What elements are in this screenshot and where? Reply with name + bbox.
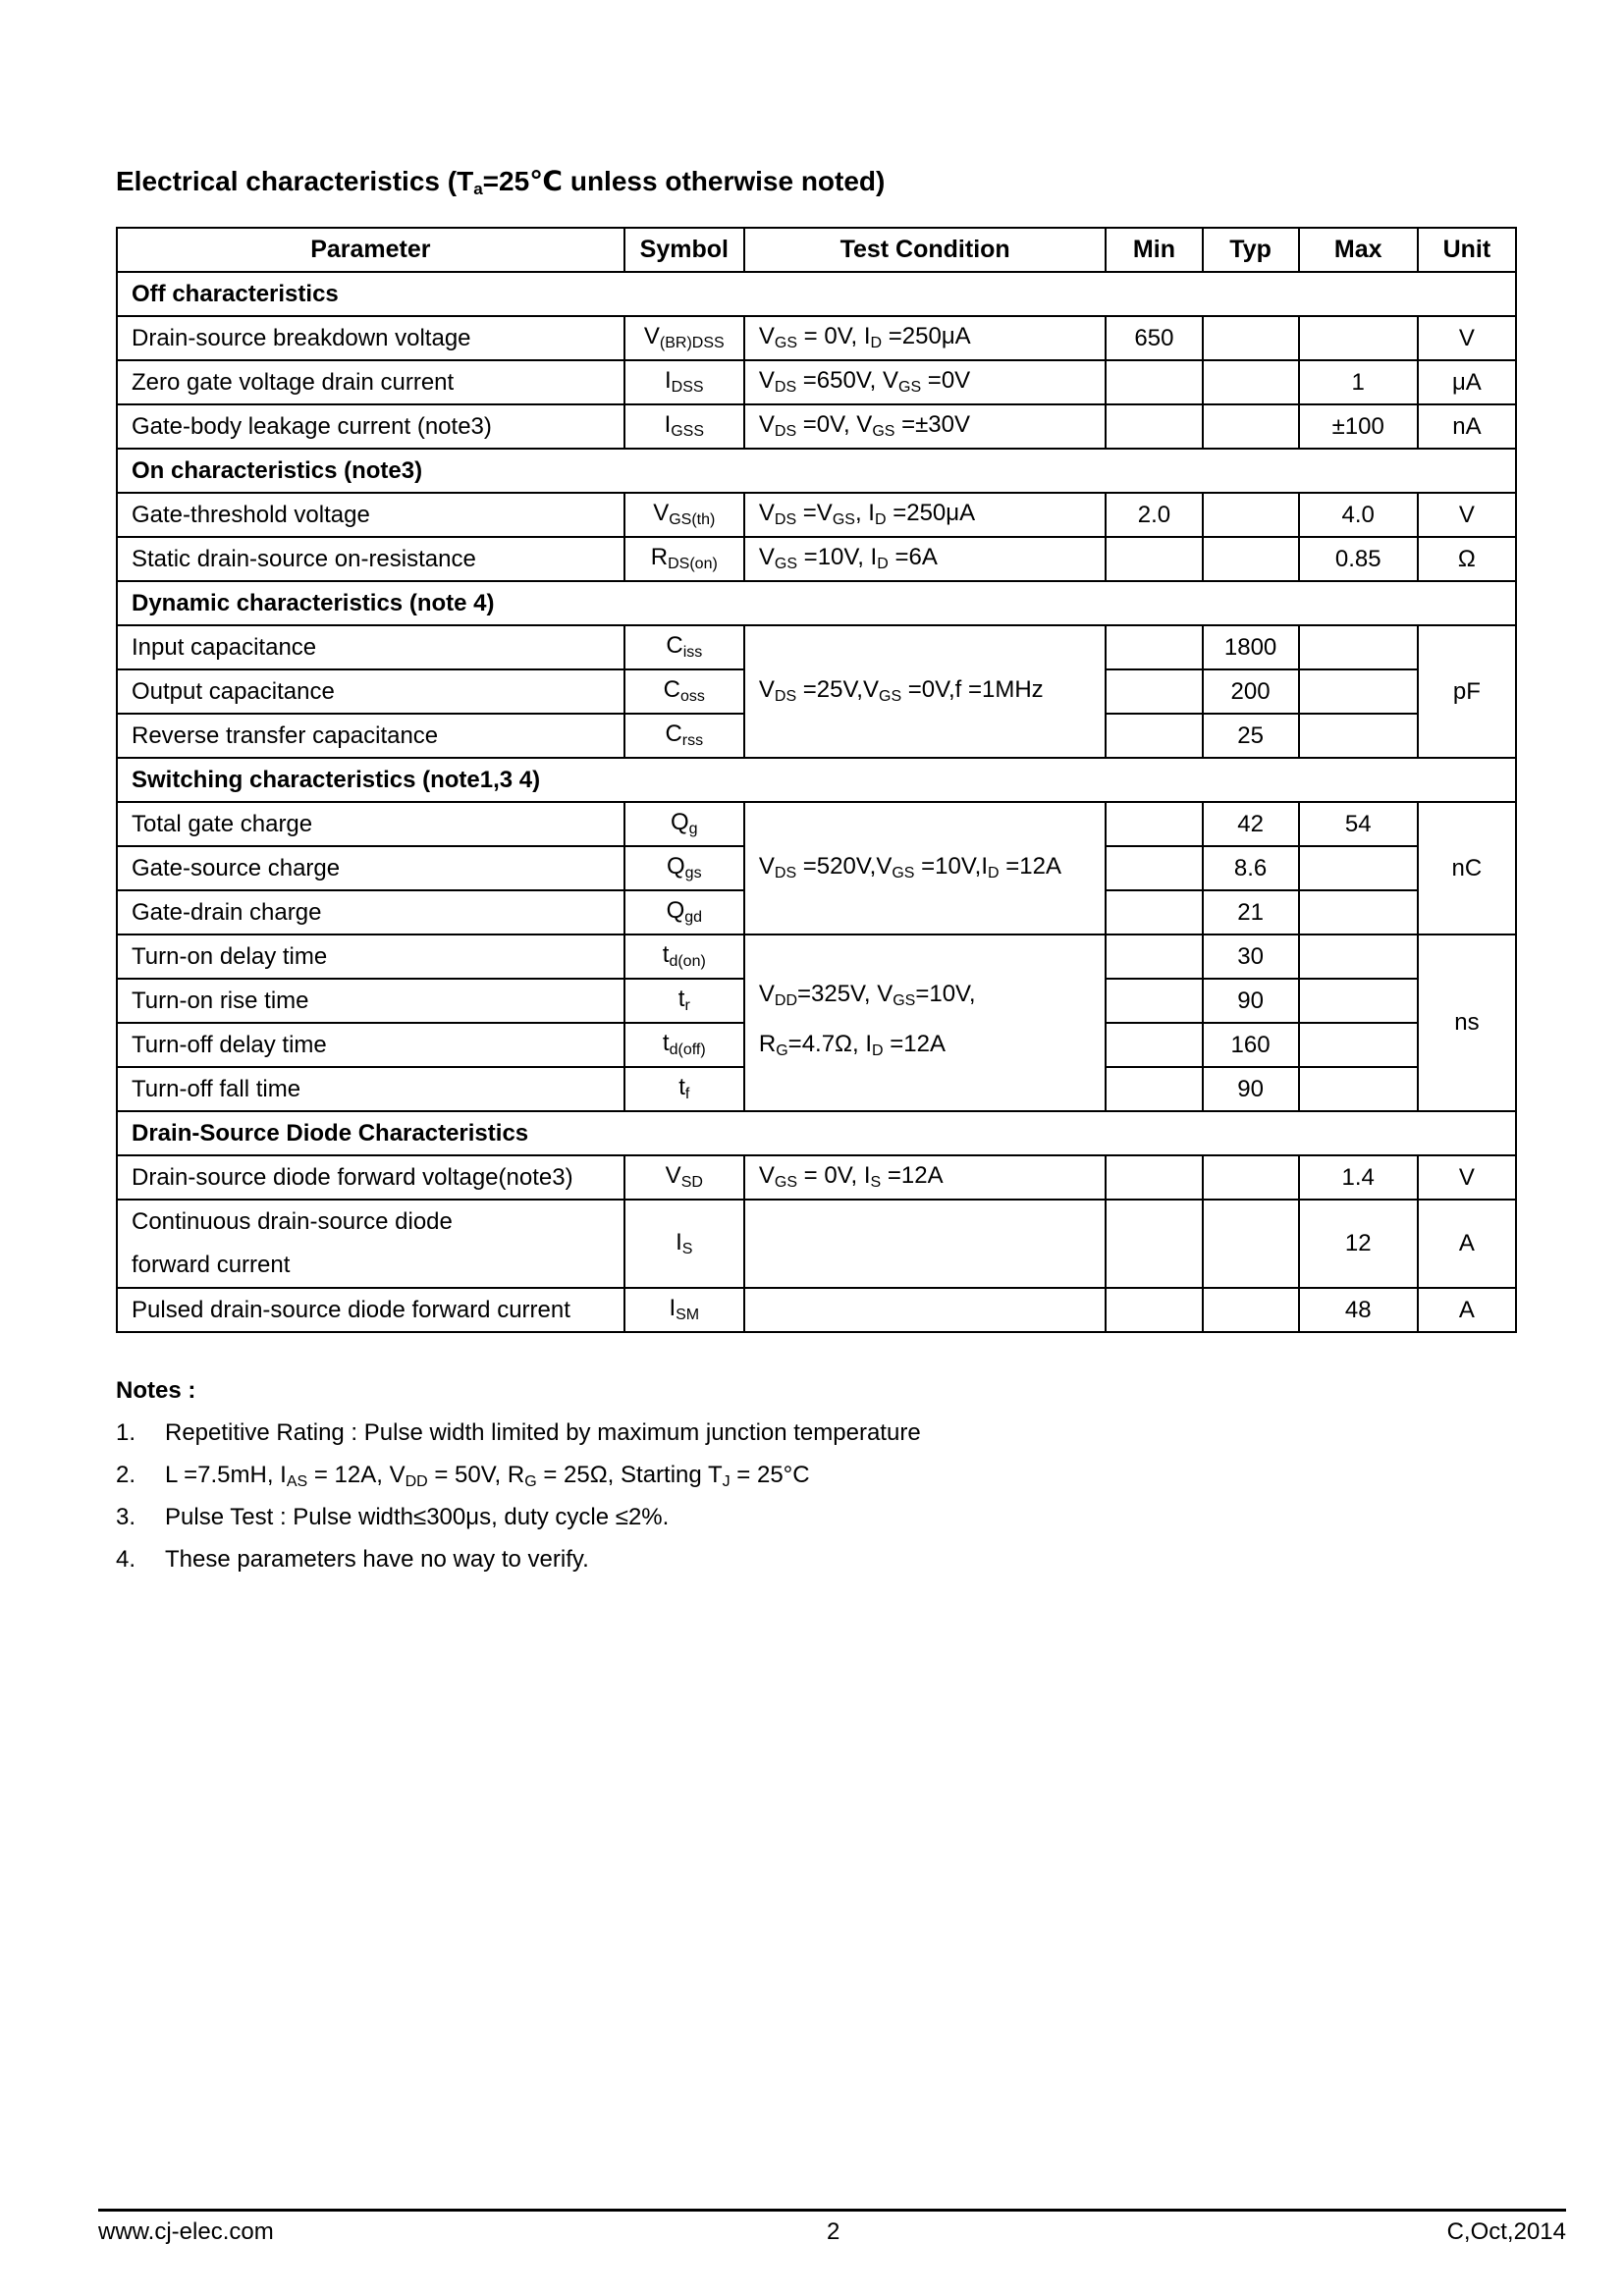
max-cell: 1.4 (1299, 1155, 1418, 1200)
max-cell (1299, 1023, 1418, 1067)
max-cell: 54 (1299, 802, 1418, 846)
symbol-cell: tf (624, 1067, 744, 1111)
table-row (117, 625, 1516, 669)
max-cell (1299, 979, 1418, 1023)
symbol-cell: ISM (624, 1288, 744, 1332)
table-row (117, 802, 1516, 846)
section-on: On characteristics (note3) (117, 449, 1516, 493)
unit-cell: V (1418, 493, 1516, 537)
condition-cell: VDD=325V, VGS=10V, RG=4.7Ω, ID =12A (744, 934, 1107, 1111)
param-cell: Turn-on rise time (117, 979, 624, 1023)
table-row (117, 404, 1516, 449)
param-cell: Turn-off fall time (117, 1067, 624, 1111)
table-row (117, 1200, 1516, 1288)
header-typ: Typ (1203, 228, 1299, 272)
max-cell: 1 (1299, 360, 1418, 404)
param-cell: Input capacitance (117, 625, 624, 669)
min-cell (1106, 669, 1202, 714)
min-cell: 2.0 (1106, 493, 1202, 537)
typ-cell (1203, 316, 1299, 360)
condition-cell: VGS = 0V, IS =12A (744, 1155, 1107, 1200)
note-2: 2. L =7.5mH, IAS = 12A, VDD = 50V, RG = 25Ω, Starting TJ = 25°C (116, 1462, 810, 1490)
symbol-cell: tr (624, 979, 744, 1023)
section-off: Off characteristics (117, 272, 1516, 316)
min-cell (1106, 1155, 1202, 1200)
min-cell (1106, 979, 1202, 1023)
table-row (117, 360, 1516, 404)
symbol-cell: RDS(on) (624, 537, 744, 581)
param-cell: Drain-source diode forward voltage(note3) (117, 1155, 624, 1200)
electrical-characteristics-table (116, 227, 1517, 1333)
section-row (117, 758, 1516, 802)
max-cell (1299, 1067, 1418, 1111)
max-cell: 4.0 (1299, 493, 1418, 537)
typ-cell: 90 (1203, 979, 1299, 1023)
table-row (117, 537, 1516, 581)
header-min: Min (1106, 228, 1202, 272)
max-cell: 12 (1299, 1200, 1418, 1288)
page-title: Electrical characteristics ($T_a=25℃$ unless otherwise noted) (116, 166, 886, 198)
min-cell: 650 (1106, 316, 1202, 360)
typ-cell (1203, 493, 1299, 537)
section-diode: Drain-Source Diode Characteristics (117, 1111, 1516, 1155)
header-unit: Unit (1418, 228, 1516, 272)
symbol-cell: td(on) (624, 934, 744, 979)
typ-cell: 21 (1203, 890, 1299, 934)
param-cell: Total gate charge (117, 802, 624, 846)
param-cell: Continuous drain-source diode forward current (117, 1200, 624, 1288)
typ-cell: 1800 (1203, 625, 1299, 669)
condition-cell: VGS = 0V, ID =250μA (744, 316, 1107, 360)
param-cell: Zero gate voltage drain current (117, 360, 624, 404)
param-cell: Gate-body leakage current (note3) (117, 404, 624, 449)
max-cell (1299, 316, 1418, 360)
min-cell (1106, 625, 1202, 669)
max-cell: ±100 (1299, 404, 1418, 449)
symbol-cell: Qgs (624, 846, 744, 890)
unit-cell: nA (1418, 404, 1516, 449)
header-max: Max (1299, 228, 1418, 272)
max-cell: 0.85 (1299, 537, 1418, 581)
unit-cell: ns (1418, 934, 1516, 1111)
param-cell: Turn-off delay time (117, 1023, 624, 1067)
symbol-cell: Ciss (624, 625, 744, 669)
max-cell (1299, 714, 1418, 758)
condition-cell: VGS =10V, ID =6A (744, 537, 1107, 581)
unit-cell: nC (1418, 802, 1516, 934)
param-cell: Gate-threshold voltage (117, 493, 624, 537)
unit-cell: A (1418, 1200, 1516, 1288)
typ-cell (1203, 360, 1299, 404)
param-cell: Gate-drain charge (117, 890, 624, 934)
param-cell: Reverse transfer capacitance (117, 714, 624, 758)
table-row (117, 934, 1516, 979)
notes-title: Notes : (116, 1377, 196, 1404)
footer-divider (98, 2209, 1566, 2212)
symbol-cell: Crss (624, 714, 744, 758)
footer-revision: C,Oct,2014 (1446, 2218, 1566, 2245)
typ-cell (1203, 537, 1299, 581)
page-number: 2 (827, 2218, 840, 2245)
param-cell: Turn-on delay time (117, 934, 624, 979)
min-cell (1106, 537, 1202, 581)
param-cell: Static drain-source on-resistance (117, 537, 624, 581)
max-cell: 48 (1299, 1288, 1418, 1332)
table-row (117, 493, 1516, 537)
typ-cell: 8.6 (1203, 846, 1299, 890)
param-cell: Drain-source breakdown voltage (117, 316, 624, 360)
table-row (117, 316, 1516, 360)
max-cell (1299, 934, 1418, 979)
condition-cell: VDS =0V, VGS =±30V (744, 404, 1107, 449)
typ-cell: 30 (1203, 934, 1299, 979)
param-cell: Pulsed drain-source diode forward current (117, 1288, 624, 1332)
condition-cell: VDS =25V,VGS =0V,f =1MHz (744, 625, 1107, 758)
unit-cell: V (1418, 316, 1516, 360)
symbol-cell: IGSS (624, 404, 744, 449)
unit-cell: Ω (1418, 537, 1516, 581)
note-3: 3. Pulse Test : Pulse width≤300μs, duty cycle ≤2%. (116, 1504, 670, 1530)
symbol-cell: VSD (624, 1155, 744, 1200)
condition-cell: VDS =VGS, ID =250μA (744, 493, 1107, 537)
symbol-cell: V(BR)DSS (624, 316, 744, 360)
typ-cell (1203, 1200, 1299, 1288)
symbol-cell: Coss (624, 669, 744, 714)
max-cell (1299, 846, 1418, 890)
min-cell (1106, 1023, 1202, 1067)
header-symbol: Symbol (624, 228, 744, 272)
typ-cell: 90 (1203, 1067, 1299, 1111)
min-cell (1106, 360, 1202, 404)
symbol-cell: td(off) (624, 1023, 744, 1067)
section-row (117, 1111, 1516, 1155)
footer-website: www.cj-elec.com (98, 2218, 274, 2245)
condition-cell (744, 1200, 1107, 1288)
min-cell (1106, 934, 1202, 979)
min-cell (1106, 404, 1202, 449)
unit-cell: pF (1418, 625, 1516, 758)
typ-cell (1203, 404, 1299, 449)
min-cell (1106, 1067, 1202, 1111)
section-row (117, 272, 1516, 316)
unit-cell: V (1418, 1155, 1516, 1200)
symbol-cell: Qgd (624, 890, 744, 934)
symbol-cell: Qg (624, 802, 744, 846)
note-1: 1. Repetitive Rating : Pulse width limited by maximum junction temperature (116, 1419, 921, 1446)
param-cell: Output capacitance (117, 669, 624, 714)
min-cell (1106, 1200, 1202, 1288)
section-row (117, 581, 1516, 625)
condition-cell: VDS =520V,VGS =10V,ID =12A (744, 802, 1107, 934)
table-row (117, 1288, 1516, 1332)
header-parameter: Parameter (117, 228, 624, 272)
max-cell (1299, 669, 1418, 714)
min-cell (1106, 1288, 1202, 1332)
header-test-condition: Test Condition (744, 228, 1107, 272)
section-row (117, 449, 1516, 493)
max-cell (1299, 890, 1418, 934)
typ-cell: 25 (1203, 714, 1299, 758)
max-cell (1299, 625, 1418, 669)
unit-cell: A (1418, 1288, 1516, 1332)
symbol-cell: IDSS (624, 360, 744, 404)
header-row (117, 228, 1516, 272)
min-cell (1106, 846, 1202, 890)
typ-cell: 160 (1203, 1023, 1299, 1067)
unit-cell: μA (1418, 360, 1516, 404)
symbol-cell: IS (624, 1200, 744, 1288)
min-cell (1106, 802, 1202, 846)
typ-cell (1203, 1155, 1299, 1200)
min-cell (1106, 714, 1202, 758)
condition-cell (744, 1288, 1107, 1332)
note-4: 4. These parameters have no way to verify. (116, 1546, 589, 1573)
condition-cell: VDS =650V, VGS =0V (744, 360, 1107, 404)
typ-cell: 200 (1203, 669, 1299, 714)
table-row (117, 1155, 1516, 1200)
symbol-cell: VGS(th) (624, 493, 744, 537)
section-switching: Switching characteristics (note1,3 4) (117, 758, 1516, 802)
typ-cell: 42 (1203, 802, 1299, 846)
param-cell: Gate-source charge (117, 846, 624, 890)
min-cell (1106, 890, 1202, 934)
typ-cell (1203, 1288, 1299, 1332)
section-dynamic: Dynamic characteristics (note 4) (117, 581, 1516, 625)
